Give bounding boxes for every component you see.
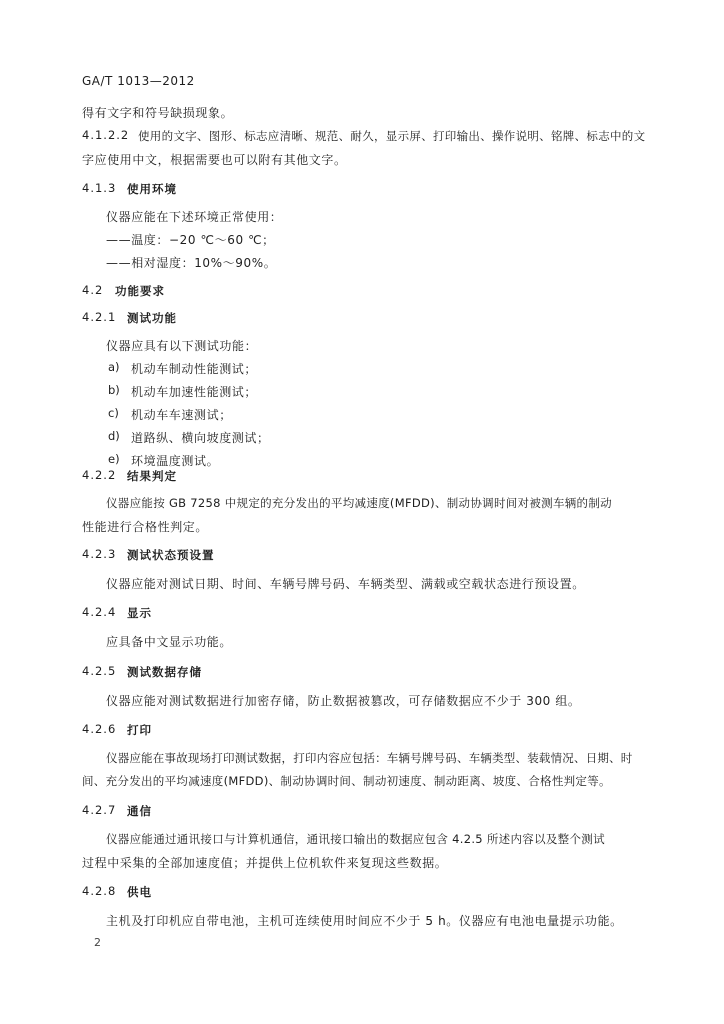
section-title: 结果判定 bbox=[127, 469, 177, 483]
list-item: ——温度：−20 ℃～60 ℃； bbox=[106, 233, 275, 247]
section-title: 显示 bbox=[127, 606, 152, 620]
list-label: a) bbox=[108, 360, 120, 374]
section-number: 4.2.4 bbox=[82, 605, 117, 619]
paragraph-line: 过程中采集的全部加速度值；并提供上位机软件来复现这些数据。 bbox=[82, 856, 448, 870]
page-number: 2 bbox=[94, 936, 101, 949]
list-item: 机动车制动性能测试； bbox=[131, 362, 258, 376]
list-label: d) bbox=[108, 429, 120, 443]
section-title: 测试功能 bbox=[127, 311, 177, 325]
paragraph-line: 仪器应能对测试数据进行加密存储，防止数据被篡改，可存储数据应不少于 300 组。 bbox=[106, 694, 581, 708]
paragraph-line: 仪器应能对测试日期、时间、车辆号牌号码、车辆类型、满载或空载状态进行预设置。 bbox=[106, 577, 585, 591]
list-item: 机动车车速测试； bbox=[131, 408, 232, 422]
section-number: 4.2.5 bbox=[82, 664, 117, 678]
section-title: 打印 bbox=[127, 723, 152, 737]
section-number: 4.2.3 bbox=[82, 547, 117, 561]
section-title: 使用环境 bbox=[127, 182, 177, 196]
section-title: 测试数据存储 bbox=[127, 665, 202, 679]
paragraph-line: 仪器应能在下述环境正常使用： bbox=[106, 210, 283, 224]
list-item: 道路纵、横向坡度测试； bbox=[131, 431, 270, 445]
section-title: 功能要求 bbox=[115, 284, 165, 298]
section-number: 4.2.7 bbox=[82, 803, 117, 817]
section-title: 供电 bbox=[127, 885, 152, 899]
paragraph-line: 字应使用中文，根据需要也可以附有其他文字。 bbox=[82, 153, 347, 167]
paragraph-line: 主机及打印机应自带电池，主机可连续使用时间应不少于 5 h。仪器应有电池电量提示功能。 bbox=[106, 914, 623, 928]
paragraph-line: 使用的文字、图形、标志应清晰、规范、耐久，显示屏、打印输出、操作说明、铭牌、标志中的文 bbox=[138, 129, 646, 143]
paragraph-line: 仪器应能通过通讯接口与计算机通信，通讯接口输出的数据应包含 4.2.5 所述内容以及整个测试 bbox=[106, 832, 605, 846]
paragraph-line: 应具备中文显示功能。 bbox=[106, 635, 233, 649]
standard-code-header: GA/T 1013—2012 bbox=[82, 74, 195, 88]
paragraph-line: 仪器应具有以下测试功能： bbox=[106, 339, 258, 353]
section-number: 4.2.6 bbox=[82, 722, 117, 736]
section-number: 4.1.3 bbox=[82, 181, 117, 195]
paragraph-line: 性能进行合格性判定。 bbox=[82, 520, 209, 534]
list-label: e) bbox=[108, 452, 120, 466]
list-label: b) bbox=[108, 383, 120, 397]
section-title: 测试状态预设置 bbox=[127, 548, 215, 562]
list-item: 机动车加速性能测试； bbox=[131, 385, 258, 399]
section-number: 4.2.1 bbox=[82, 310, 117, 324]
section-title: 通信 bbox=[127, 804, 152, 818]
paragraph-line: 间、充分发出的平均减速度(MFDD)、制动协调时间、制动初速度、制动距离、坡度、合格性判定等。 bbox=[82, 774, 611, 788]
section-number: 4.2 bbox=[82, 283, 104, 297]
section-number: 4.2.2 bbox=[82, 468, 117, 482]
list-item: 环境温度测试。 bbox=[131, 454, 220, 468]
list-label: c) bbox=[108, 406, 119, 420]
list-item: ——相对湿度：10%～90%。 bbox=[106, 256, 277, 270]
section-number: 4.2.8 bbox=[82, 884, 117, 898]
paragraph-line: 得有文字和符号缺损现象。 bbox=[82, 106, 234, 120]
paragraph-line: 仪器应能在事故现场打印测试数据，打印内容应包括：车辆号牌号码、车辆类型、装载情况、日期、时 bbox=[106, 751, 633, 765]
paragraph-line: 仪器应能按 GB 7258 中规定的充分发出的平均减速度(MFDD)、制动协调时间对被测车辆的制动 bbox=[106, 496, 612, 510]
clause-number: 4.1.2.2 bbox=[82, 128, 130, 142]
